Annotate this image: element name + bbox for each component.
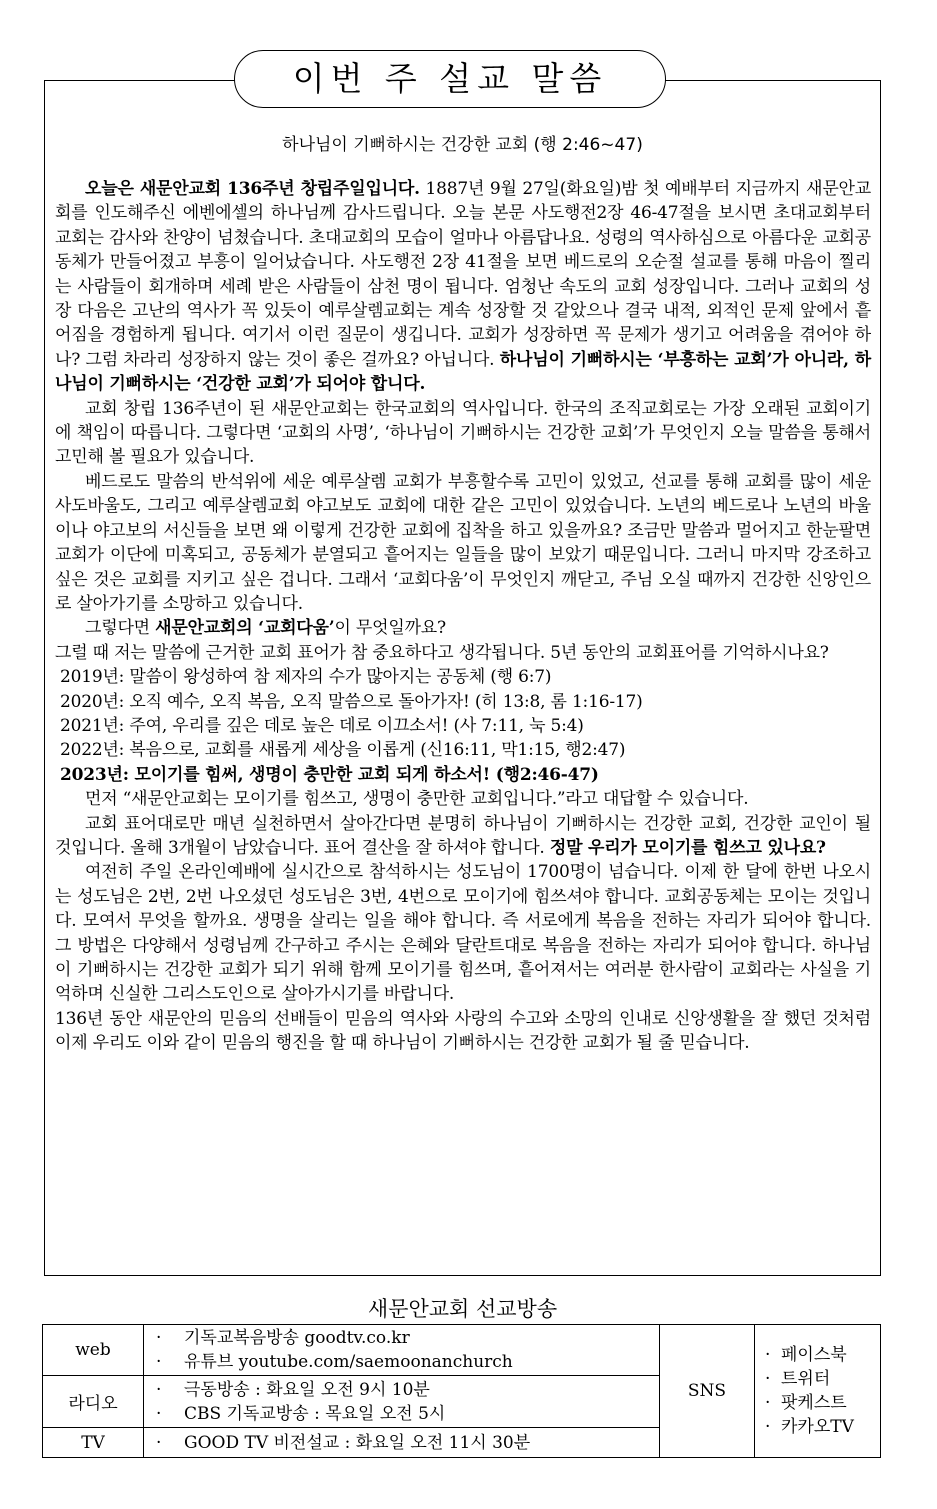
sermon-paragraph: 베드로도 말씀의 반석위에 세운 예루살렘 교회가 부흥할수록 고민이 있었고, 선교를 통해 교회를 많이 세운 사도바울도, 그리고 예루살렘교회 야고보도 교회에 대한 같은 고민이 있었습니다. 노년의 베드로나 노년의 바울이나 야고보의 서신들을 보면 왜 이렇게 건강한 교회에 집착을 하고 있을까요? 조금만 말씀과 멀어지고 한눈팔면 교회가 이단에 미혹되고, 공동체가 분열되고 흩어지는 일들을 많이 보았기 때문입니다. 그러니 마지막 강조하고 싶은 것은 교회를 지키고 싶은 겁니다. 그래서 ‘교회다움’이 무엇인지 깨닫고, 주님 오실 때까지 건강한 신앙인으로 살아가기를 소망하고 있습니다. (55, 471, 871, 614)
sns-label: SNS (660, 1325, 755, 1458)
radio-items (144, 1376, 660, 1428)
radio-label: 라디오 (43, 1376, 144, 1428)
sermon-paragraph: 136년 동안 새문안의 믿음의 선배들이 믿음의 역사와 사랑의 수고와 소망의 인내로 신앙생활을 잘 했던 것처럼 이제 우리도 이와 같이 믿음의 행진을 할 때 하나님이 기뻐하시는 건강한 교회가 될 줄 믿습니다. (55, 1008, 871, 1054)
motto-line: 2022년: 복음으로, 교회를 새롭게 세상을 이롭게 (신16:11, 막1:15, 행2:47) (60, 740, 626, 761)
broadcast-table (42, 1324, 881, 1458)
sermon-subtitle: 하나님이 기뻐하시는 건강한 교회 (행 2:46~47) (282, 135, 643, 155)
page-title: 이번 주 설교 말씀 (234, 50, 666, 108)
list-item: · CBS 기독교방송 : 목요일 오전 5시 (156, 1403, 446, 1424)
sermon-paragraph: 오늘은 새문안교회 136주년 창립주일입니다. 1887년 9월 27일(화요일)밤 첫 예배부터 지금까지 새문안교회를 인도해주신 에벤에셀의 하나님께 감사드립니다. 오늘 본문 사도행전2장 46-47절을 보시면 초대교회부터 교회는 감사와 찬양이 넘쳤습니다. 초대교회의 모습이 얼마나 아름답나요. 성령의 역사하심으로 아름다운 교회공동체가 만들어졌고 부흥이 일어났습니다. 사도행전 2장 41절을 보면 베드로의 오순절 설교를 통해 마음이 찔리는 사람들이 회개하며 세례 받은 사람들이 삼천 명이 됩니다. 엄청난 속도의 교회 성장입니다. 그러나 교회의 성장 다음은 고난의 역사가 꼭 있듯이 예루살렘교회는 계속 성장할 것 같았으나 결국 내적, 외적인 문제 앞에서 흩어짐을 경험하게 됩니다. 여기서 이런 질문이 생깁니다. 교회가 성장하면 꼭 문제가 생기고 어려움을 겪어야 하나? 그럼 차라리 성장하지 않는 것이 좋은 걸까요? 아닙니다. 하나님이 기뻐하시는 ‘부흥하는 교회’가 아니라, 하나님이 기뻐하시는 ‘건강한 교회’가 되어야 합니다. (55, 179, 871, 395)
tv-items (144, 1428, 660, 1458)
motto-line: 2021년: 주여, 우리를 깊은 데로 높은 데로 이끄소서! (사 7:11, 눅 5:4) (60, 715, 584, 736)
motto-line: 2020년: 오직 예수, 오직 복음, 오직 말씀으로 돌아가자! (히 13:8, 롬 1:16-17) (60, 691, 643, 712)
motto-line: 2019년: 말씀이 왕성하여 참 제자의 수가 많아지는 공동체 (행 6:7) (60, 667, 552, 688)
tv-label: TV (43, 1428, 144, 1458)
list-item: · 기독교복음방송 goodtv.co.kr (156, 1328, 410, 1348)
sermon-paragraph: 교회 표어대로만 매년 실천하면서 살아간다면 분명히 하나님이 기뻐하시는 건강한 교회, 건강한 교인이 될 것입니다. 올해 3개월이 남았습니다. 표어 결산을 잘 하셔야 합니다. 정말 우리가 모이기를 힘쓰고 있나요? (55, 813, 871, 858)
list-item: · GOOD TV 비전설교 : 화요일 오전 11시 30분 (156, 1432, 531, 1453)
sermon-paragraph: 그렇다면 새문안교회의 ‘교회다움’이 무엇일까요? (85, 618, 446, 639)
sermon-paragraph: 그럴 때 저는 말씀에 근거한 교회 표어가 참 중요하다고 생각됩니다. 5년 동안의 교회표어를 기억하시나요? (55, 642, 829, 663)
sermon-paragraph: 여전히 주일 온라인예배에 실시간으로 참석하시는 성도님이 1700명이 넘습니다. 이제 한 달에 한번 나오시는 성도님은 2번, 2번 나오셨던 성도님은 3번, 4번으로 모이기에 힘쓰셔야 합니다. 교회공동체는 모이는 것입니다. 모여서 무엇을 할까요. 생명을 살리는 일을 해야 합니다. 즉 서로에게 복음을 전하는 자리가 되어야 합니다. 그 방법은 다양해서 성령님께 간구하고 주시는 은혜와 달란트대로 복음을 전하는 자리가 되어야 합니다. 하나님이 기뻐하시는 건강한 교회가 되기 위해 함께 모이기를 힘쓰며, 흩어져서는 여러분 한사람이 교회라는 사실을 기억하며 신실한 그리스도인으로 살아가시기를 바랍니다. (55, 862, 871, 1005)
list-item: · 극동방송 : 화요일 오전 9시 10분 (156, 1379, 430, 1400)
web-label: web (43, 1325, 144, 1376)
sermon-paragraph: 교회 창립 136주년이 된 새문안교회는 한국교회의 역사입니다. 한국의 조직교회로는 가장 오래된 교회이기에 책임이 따릅니다. 그렇다면 ‘교회의 사명’, ‘하나님이 기뻐하시는 건강한 교회’가 무엇인지 오늘 말씀을 통해서 고민해 볼 필요가 있습니다. (55, 398, 871, 468)
list-item: · 페이스북 (765, 1345, 847, 1365)
broadcast-title: 새문안교회 선교방송 (367, 1297, 558, 1321)
sermon-body (55, 177, 871, 1056)
list-item: · 팟케스트 (765, 1393, 847, 1413)
sermon-paragraph: 먼저 “새문안교회는 모이기를 힘쓰고, 생명이 충만한 교회입니다.”라고 대답할 수 있습니다. (85, 789, 749, 810)
list-item: · 트위터 (765, 1369, 831, 1389)
list-item: · 유튜브 youtube.com/saemoonanchurch (156, 1352, 513, 1372)
motto-line: 2023년: 모이기를 힘써, 생명이 충만한 교회 되게 하소서! (행2:46-47) (60, 764, 599, 785)
web-items (144, 1325, 660, 1376)
list-item: · 카카오TV (765, 1417, 854, 1437)
sns-items (755, 1325, 881, 1458)
